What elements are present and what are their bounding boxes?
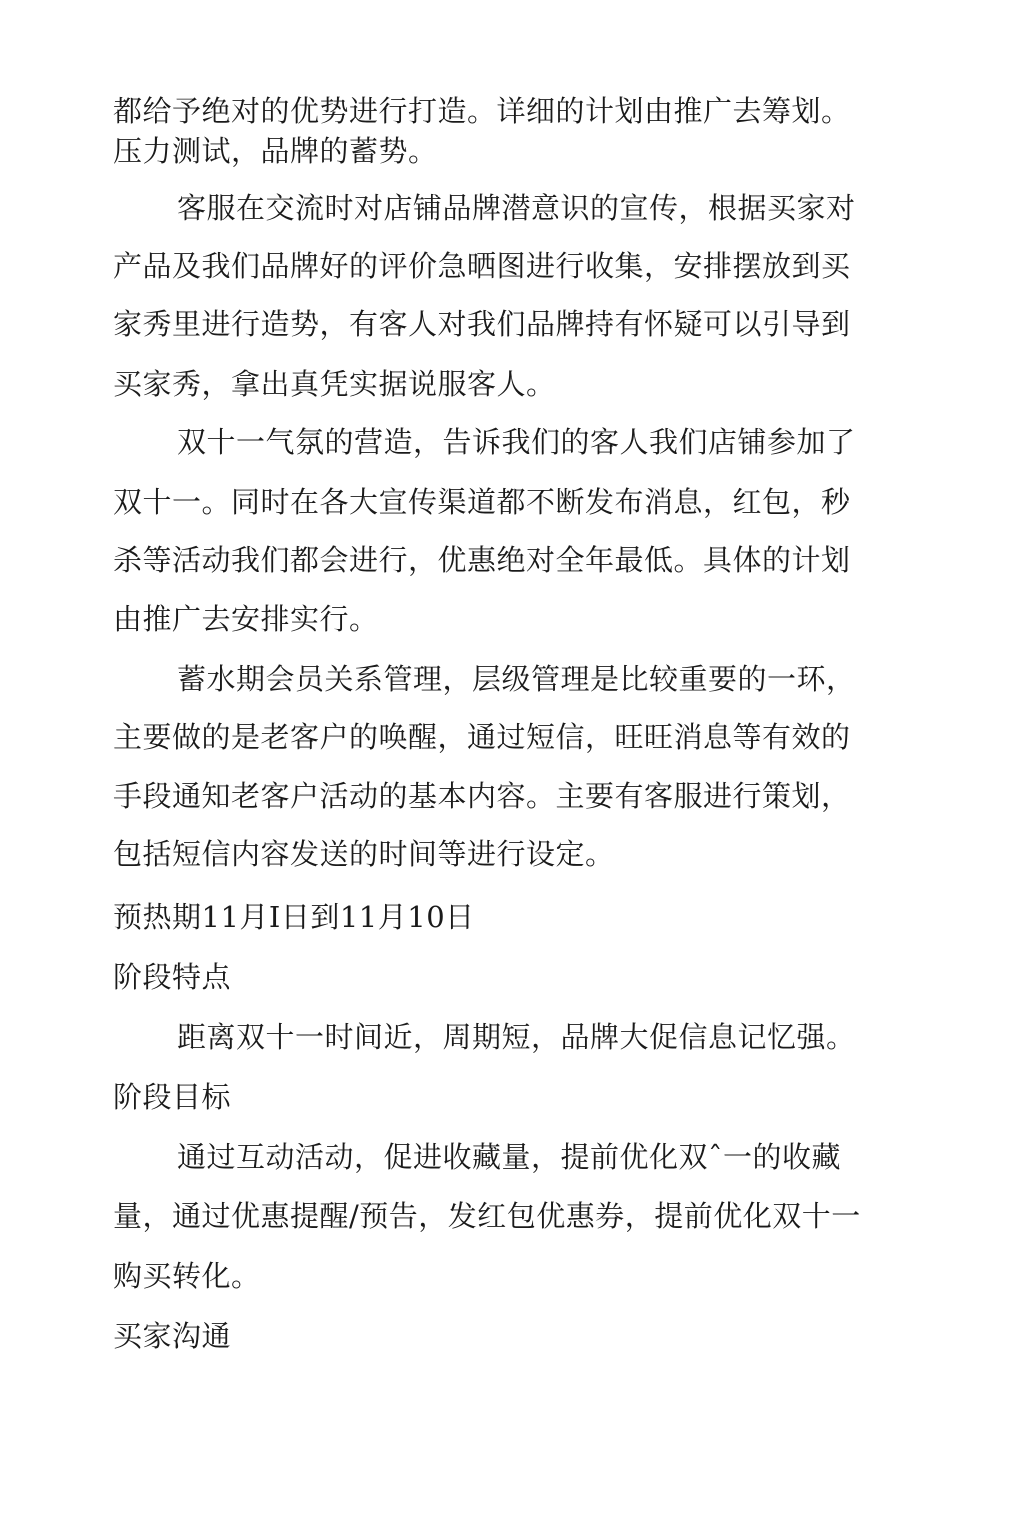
text-line: 手段通知老客户活动的基本内容。主要有客服进行策划，: [113, 779, 851, 813]
text-line: 买家秀，拿出真凭实据说服客人。: [113, 367, 556, 401]
text-line: 由推广去安排实行。: [113, 602, 379, 636]
text-line: 购买转化。: [113, 1259, 261, 1293]
section-heading: 阶段特点: [113, 960, 232, 994]
paragraph-start-line: 双十一气氛的营造，告诉我们的客人我们店铺参加了: [177, 425, 856, 459]
text-line: 都给予绝对的优势进行打造。详细的计划由推广去筹划。: [113, 94, 851, 128]
paragraph-start-line: 距离双十一时间近，周期短，品牌大促信息记忆强。: [177, 1020, 856, 1054]
text-line: 量，通过优惠提醒/预告，发红包优惠券，提前优化双十一: [113, 1199, 861, 1233]
paragraph-start-line: 客服在交流时对店铺品牌潜意识的宣传，根据买家对: [177, 191, 856, 225]
text-line: 压力测试，品牌的蓄势。: [113, 134, 438, 168]
text-line: 杀等活动我们都会进行，优惠绝对全年最低。具体的计划: [113, 543, 851, 577]
text-line: 主要做的是老客户的唤醒，通过短信，旺旺消息等有效的: [113, 720, 851, 754]
text-line: 家秀里进行造势，有客人对我们品牌持有怀疑可以引导到: [113, 307, 851, 341]
text-line: 产品及我们品牌好的评价急晒图进行收集，安排摆放到买: [113, 249, 851, 283]
paragraph-start-line: 蓄水期会员关系管理，层级管理是比较重要的一环，: [177, 662, 856, 696]
text-line: 双十一。同时在各大宣传渠道都不断发布消息，红包，秒: [113, 485, 851, 519]
section-heading: 买家沟通: [113, 1319, 232, 1353]
paragraph-start-line: 通过互动活动，促进收藏量，提前优化双ˆ一的收藏: [177, 1140, 842, 1174]
section-heading: 预热期11月I日到11月10日: [113, 900, 475, 934]
text-line: 包括短信内容发送的时间等进行设定。: [113, 837, 615, 871]
section-heading: 阶段目标: [113, 1080, 232, 1114]
